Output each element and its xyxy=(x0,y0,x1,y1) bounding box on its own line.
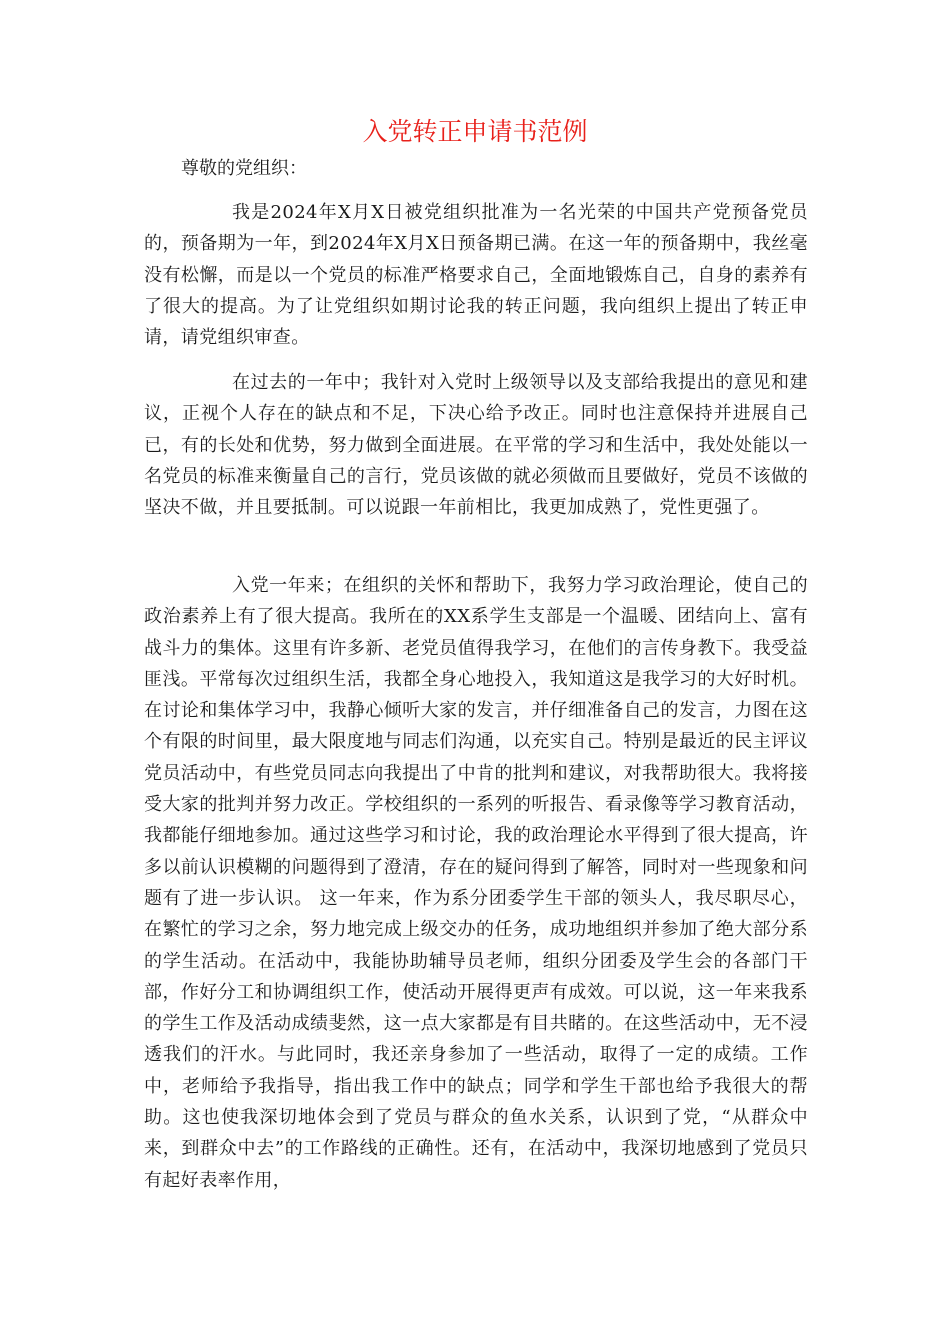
body-paragraph: 在过去的一年中；我针对入党时上级领导以及支部给我提出的意见和建议，正视个人存在的缺点和不足，下决心给予改正。同时也注意保持并进展自己已，有的长处和优势，努力做到全面进展。在平常的学习和生活中，我处处能以一名党员的标准来衡量自己的言行，党员该做的就必须做而且要做好，党员不该做的坚决不做，并且要抵制。可以说跟一年前相比，我更加成熟了，党性更强了。 xyxy=(144,372,808,519)
body-paragraph: 我是2024年X月X日被党组织批准为一名光荣的中国共产党预备党员的，预备期为一年，到2024年X月X日预备期已满。在这一年的预备期中，我丝毫没有松懈，而是以一个党员的标准严格要求自己，全面地锻炼自己，自身的素养有了很大的提高。为了让党组织如期讨论我的转正问题，我向组织上提出了转正申请，请党组织审查。 xyxy=(144,202,808,349)
document-title: 入党转正申请书范例 xyxy=(362,117,588,146)
body-paragraph: 入党一年来；在组织的关怀和帮助下，我努力学习政治理论，使自己的政治素养上有了很大提高。我所在的XX系学生支部是一个温暖、团结向上、富有战斗力的集体。这里有许多新、老党员值得我学习，在他们的言传身教下。我受益匪浅。平常每次过组织生活，我都全身心地投入，我知道这是我学习的大好时机。在讨论和集体学习中，我静心倾听大家的发言，并仔细准备自己的发言，力图在这个有限的时间里，最大限度地与同志们沟通，以充实自己。特别是最近的民主评议党员活动中，有些党员同志向我提出了中肯的批判和建议，对我帮助很大。我将接受大家的批判并努力改正。学校组织的一系列的听报告、看录像等学习教育活动，我都能仔细地参加。通过这些学习和讨论，我的政治理论水平得到了很大提高，许多以前认识模糊的问题得到了澄清，存在的疑问得到了解答，同时对一些现象和问题有了进一步认识。 这一年来，作为系分团委学生干部的领头人，我尽职尽心，在繁忙的学习之余，努力地完成上级交办的任务，成功地组织并参加了绝大部分系的学生活动。在活动中，我能协助辅导员老师，组织分团委及学生会的各部门干部，作好分工和协调组织工作，使活动开展得更声有成效。可以说，这一年来我系的学生工作及活动成绩斐然，这一点大家都是有目共睹的。在这些活动中，无不浸透我们的汗水。与此同时，我还亲身参加了一些活动，取得了一定的成绩。工作中，老师给予我指导，指出我工作中的缺点；同学和学生干部也给予我很大的帮助。这也使我深切地体会到了党员与群众的鱼水关系，认识到了党，“从群众中来，到群众中去”的工作路线的正确性。还有，在活动中，我深切地感到了党员只有起好表率作用， xyxy=(144,575,808,1191)
salutation: 尊敬的党组织： xyxy=(181,158,307,179)
